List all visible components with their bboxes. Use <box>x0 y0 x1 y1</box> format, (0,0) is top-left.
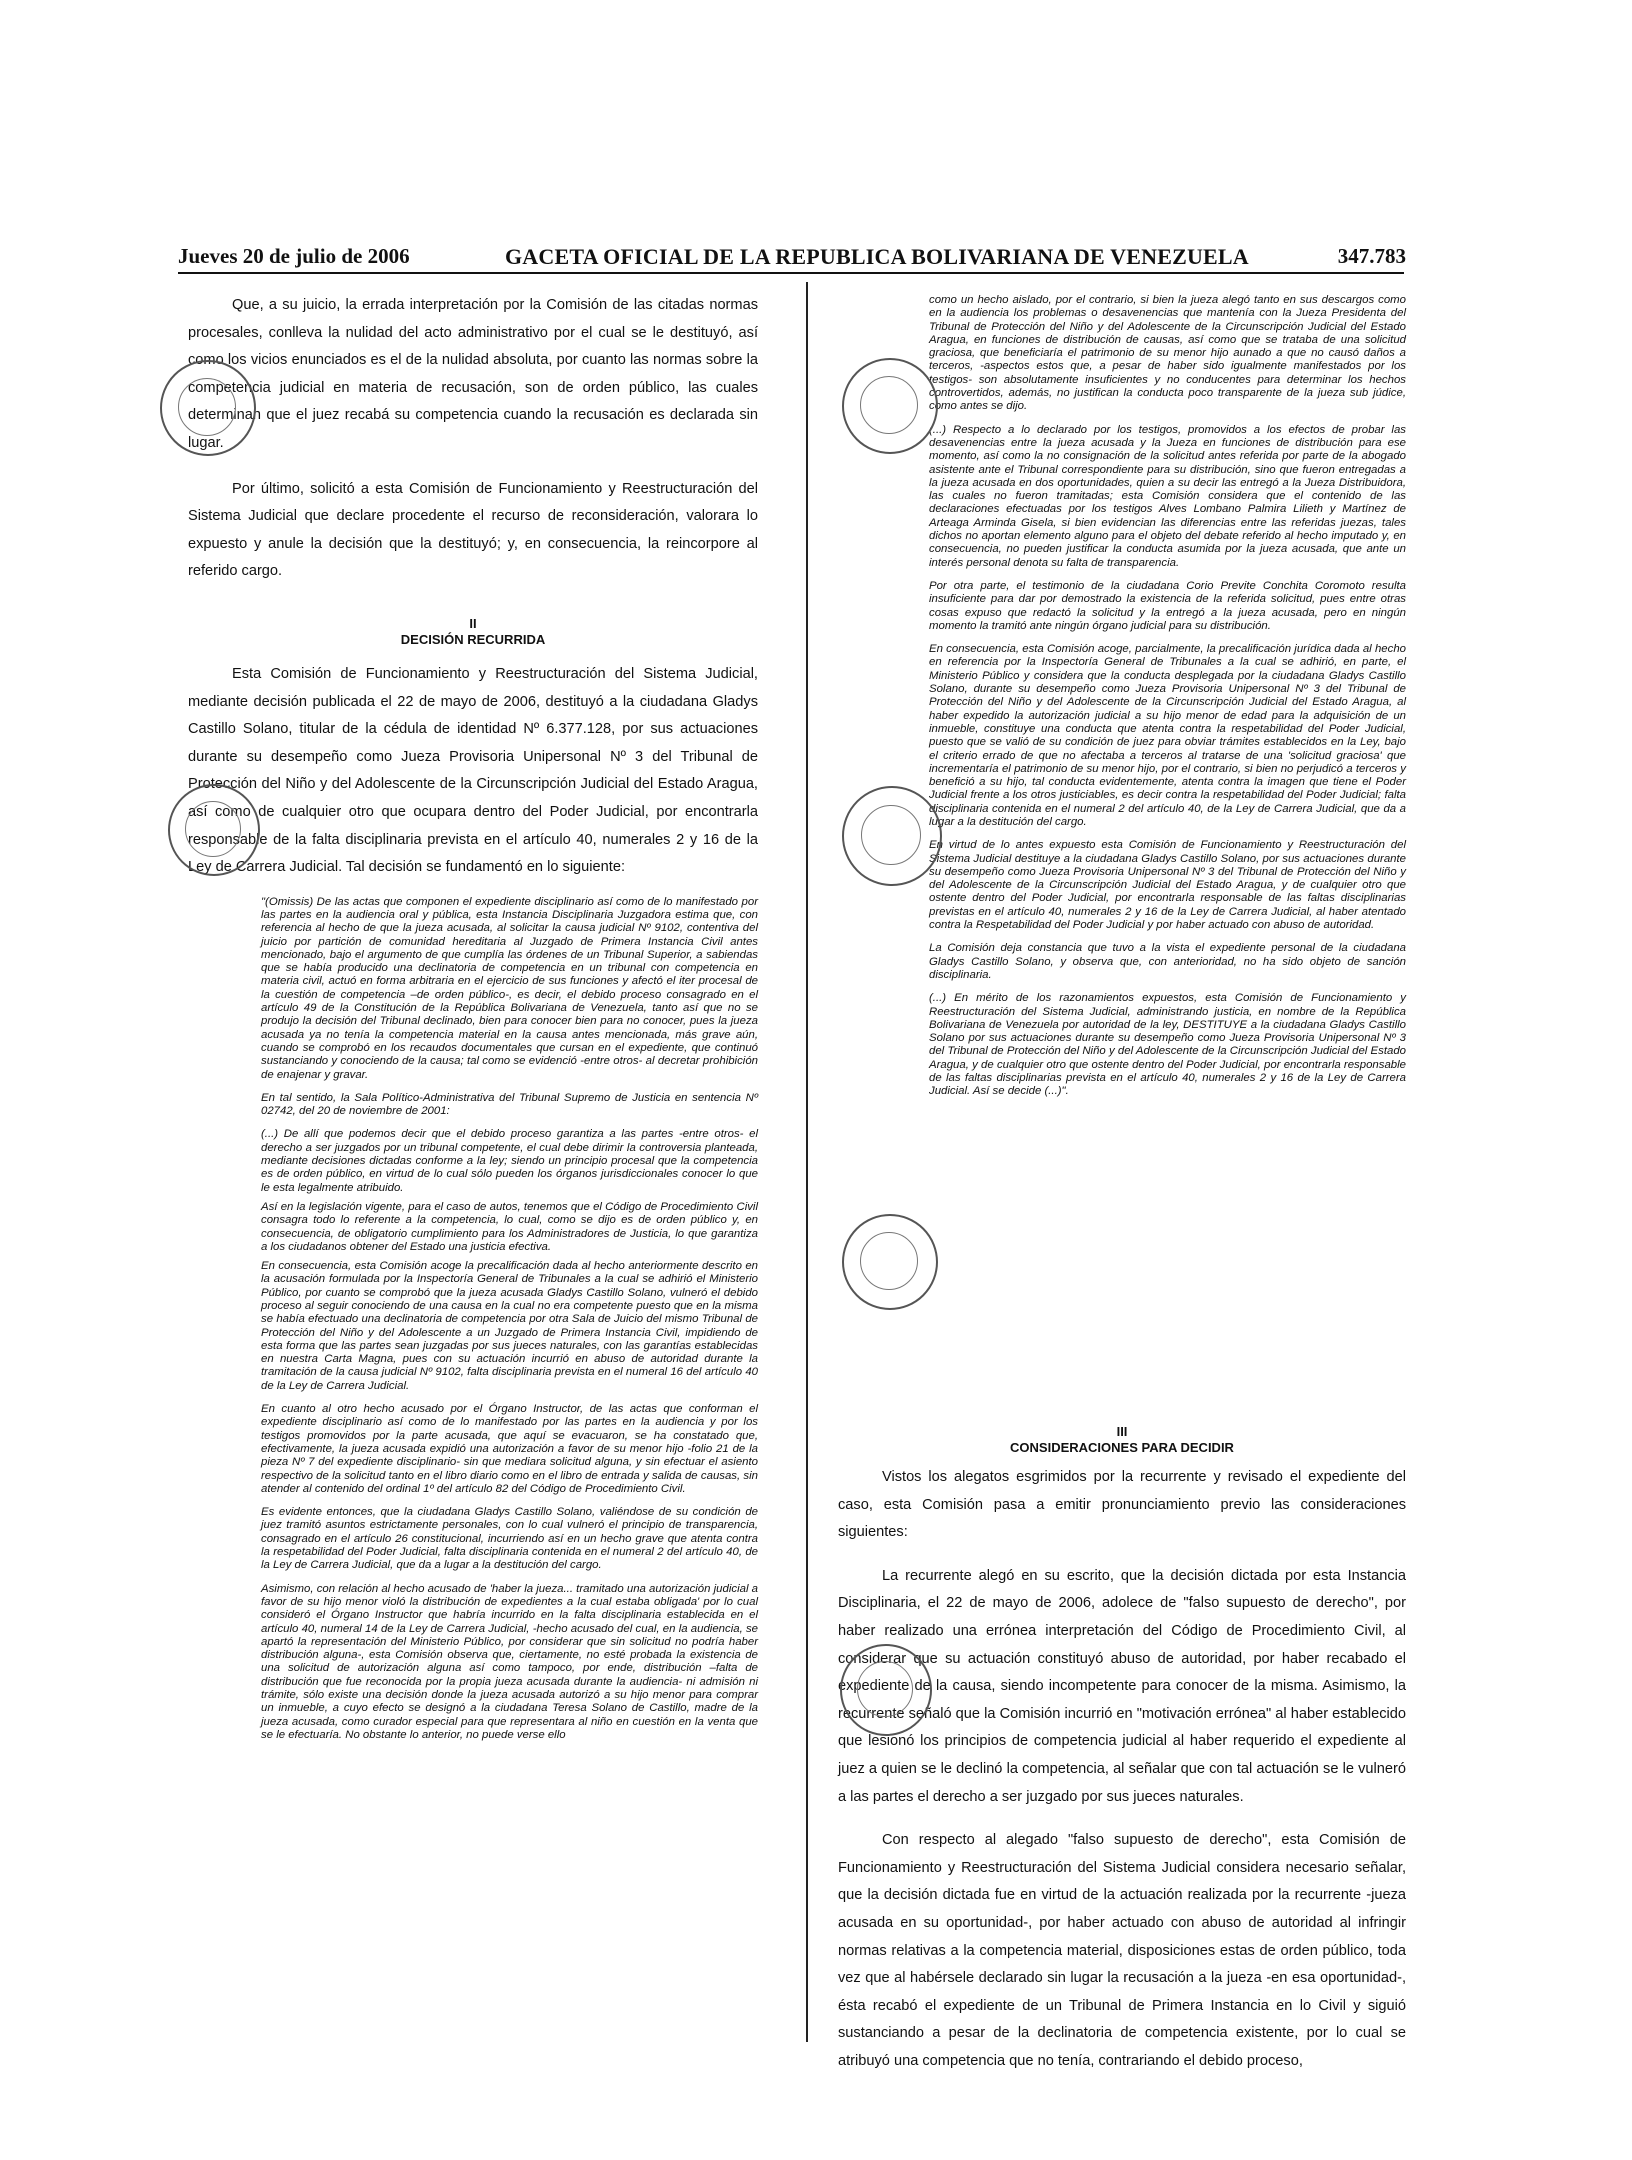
quote-constancia: La Comisión deja constancia que tuvo a la vista el expediente personal de la ciudadana Gladys Castillo Solano, y observa que, con anterioridad, no ha sido objeto de sanción disciplinaria. <box>929 942 1406 981</box>
seal-stamp <box>842 786 942 886</box>
quote-destituye: En virtud de lo antes expuesto esta Comisión de Funcionamiento y Reestructuración del Sistema Judicial destituye a la ciudadana Gladys Castillo Solano, por sus actuaciones durante su desempeño como Jueza Provisoria Unipersonal Nº 3 del Tribunal de Protección del Niño y del Adolescente de la Circunscripción Judicial del Estado Aragua, y de cualquier otro que ostente dentro del Poder Judicial, por encontrarla responsable de las faltas disciplinarias previstas en el artículo 40, numerales 2 y 16 de la Ley de Carrera Judicial, al haber atentado contra la Respetabilidad del Poder Judicial y por haber actuado con abuso de autoridad. <box>929 839 1406 932</box>
section-number-ii: II <box>469 615 477 631</box>
seal-stamp <box>840 1644 932 1736</box>
page-number: 347.783 <box>1337 244 1406 268</box>
paragraph-nullity: Que, a su juicio, la errada interpretación por la Comisión de las citadas normas procesales, conlleva la nulidad del acto administrativo por el cual se le destituyó, así como los vicios enunciados es el de la nulidad absoluta, por cuanto las normas sobre la competencia judicial en materia de recusación, son de orden público, las cuales determinan que el juez recabá su competencia cuando la recusación es declarada sin lugar. <box>188 297 758 451</box>
quote-consecuencia: En consecuencia, esta Comisión acoge la precalificación dada al hecho anteriormente descrito en la acusación formulada por la Inspectoría General de Tribunales a la cual se adhirió el Ministerio Público, por cuanto se comprobó que la jueza acusada Gladys Castillo Solano, vulneró el debido proceso al seguir conociendo de una causa en la cual no era competente puesto que en la misma se había efectuado una declinatoria de competencia por otra Sala de Juicio del mismo Tribunal de Protección del Niño y del Adolescente a un Juzgado de Primera Instancia Civil, impidiendo de esta forma que las partes sean juzgadas por sus jueces naturales, con las garantías establecidas en nuestra Carta Magna, pues con su actuación incurrió en abuso de autoridad durante la tramitación de la causa judicial Nº 9102, falta disciplinaria prevista en el numeral 16 del artículo 40 de la Ley de Carrera Judicial. <box>261 1260 758 1392</box>
quote-evidente: Es evidente entonces, que la ciudadana Gladys Castillo Solano, valiéndose de su condición de juez tramitó asuntos estrictamente personales, con lo cual vulneró el principio de transparencia, consagrado en el artículo 26 constitucional, incurriendo así en un hecho grave que atenta contra la respetabilidad del Poder Judicial, falta disciplinaria contenida en el numeral 2 del artículo 40, de la Ley de Carrera Judicial, que da a lugar a la destitución del cargo. <box>261 1506 758 1572</box>
paragraph-vistos: Vistos los alegatos esgrimidos por la recurrente y revisado el expediente del caso, esta Comisión pasa a emitir pronunciamiento previo las consideraciones siguientes: <box>838 1469 1406 1541</box>
page-header <box>178 244 1406 274</box>
quote-asimismo: Asimismo, con relación al hecho acusado de 'haber la jueza... tramitado una autorización judicial a favor de su hijo menor violó la distribución de expedientes a la cual estaba obligada' por lo cual consideró el Órgano Instructor que habría incurrido en la falta disciplinaria establecida en el artículo 40, numeral 14 de la Ley de Carrera Judicial, -hecho acusado del cual, en la audiencia, se apartó la representación del Ministerio Público, por considerar que sin solicitud no podría haber distribución alguna-, esta Comisión observa que, ciertamente, no esté probada la existencia de una solicitud de autorización alguna así como tampoco, por ende, distribución –falta de distribución que fue reconocida por la propia jueza acusada durante la audiencia- ni admisión ni trámite, sólo existe una decisión donde la jueza acusada autorizó a su hijo menor para comprar un inmueble, a cuyo efecto se designó a la ciudadana Teresa Solano de Castillo, madre de la jueza acusada, como curador especial para que representara al niño en cuestión en la venta que se le efectuaría. No obstante lo anterior, no puede verse ello <box>261 1582 758 1741</box>
quote-testigos: (...) Respecto a lo declarado por los testigos, promovidos a los efectos de probar las desavenencias entre la jueza acusada y la Jueza en funciones de distribución para ese momento, así como la no consignación de la solicitud antes referida por parte de la abogado asistente ante el Tribunal correspondiente para su distribución, sino que fueron entregadas a la jueza acusada en dos oportunidades, quien a su decir las entregó a la Jueza Distribuidora, las cuales no fueron tramitadas; esta Comisión considera que el contenido de las declaraciones efectuadas por los testigos Alves Lombano Palmira Lilieth y Martínez de Arteaga Arminda Gisela, si bien evidencian las diferencias entre las referidas juezas, tales dichos no aportan elemento alguno para el objeto del debate referido al hecho imputado y, en consecuencia, no pueden justificar la conducta asumida por la jueza acusada, que ante un interés personal denota su falta de transparencia. <box>929 423 1406 569</box>
left-column <box>188 292 758 1742</box>
header-rule <box>178 272 1404 274</box>
right-column-considerations <box>838 1424 1406 2075</box>
seal-stamp <box>160 360 256 456</box>
section-title-considerations: CONSIDERACIONES PARA DECIDIR <box>1010 1440 1234 1455</box>
seal-stamp <box>168 784 260 876</box>
paragraph-request: Por último, solicitó a esta Comisión de Funcionamiento y Reestructuración del Sistema Judicial que declare procedente el recurso de reconsideración, valorara lo expuesto y anule la decisión que la destituyó; y, en consecuencia, la reincorpore al referido cargo. <box>188 480 758 580</box>
quote-debido-proceso: (...) De allí que podemos decir que el debido proceso garantiza a las partes -entre otros- el derecho a ser juzgados por un tribunal competente, el cual debe dirimir la controversia planteada, mediante decisiones dictadas conforme a la ley; siendo un principio procesal que la competencia es de orden público, en virtud de lo cual sólo pueden los órganos jurisdiccionales conocer lo que le esta legalmente atribuido. <box>261 1128 758 1194</box>
seal-stamp <box>842 1214 938 1310</box>
paragraph-decision: Esta Comisión de Funcionamiento y Reestructuración del Sistema Judicial, mediante decisión publicada el 22 de mayo de 2006, destituyó a la ciudadana Gladys Castillo Solano, titular de la cédula de identidad Nº 6.377.128, por sus actuaciones durante su desempeño como Jueza Provisoria Unipersonal Nº 3 del Tribunal de Protección del Niño y del Adolescente de la Circunscripción Judicial del Estado Aragua, así como de cualquier otro que ocupara dentro del Poder Judicial, por encontrarla responsable de la falta disciplinaria prevista en el artículo 40, numerales 2 y 16 de la Ley de Carrera Judicial. Tal decisión se fundamentó en lo siguiente: <box>188 665 758 876</box>
header-date: Jueves 20 de julio de 2006 <box>178 244 410 268</box>
section-title-decision: DECISIÓN RECURRIDA <box>400 631 546 647</box>
gazette-title: GACETA OFICIAL DE LA REPUBLICA BOLIVARIANA DE VENEZUELA <box>505 244 1249 269</box>
quote-otro-hecho: En cuanto al otro hecho acusado por el Órgano Instructor, de las actas que conforman el expediente disciplinario así como de lo manifestado por las partes en la audiencia y por los testigos promovidos por la parte acusada, que aquí se evacuaron, se ha constatado que, efectivamente, la jueza acusada expidió una autorización a favor de su menor hijo -folio 21 de la pieza Nº 7 del expediente disciplinario- sin que mediara solicitud alguna, y sin efectuar el asiento respectivo de la solicitud tanto en el libro diario como en el libro de entrada y salida de causas, sin atender al contenido del ordinal 1º del artículo 82 del Código de Procedimiento Civil. <box>261 1403 758 1495</box>
paragraph-recurrente: La recurrente alegó en su escrito, que la decisión dictada por esta Instancia Disciplinaria, el 22 de mayo de 2006, adolece de "falso supuesto de derecho", por haber realizado una errónea interpretación del Código de Procedimiento Civil, al considerar que su actuación constituyó abuso de autoridad, por haber recabado el expediente de la causa, siendo incompetente para conocer de la misma. Asimismo, la recurrente señaló que la Comisión incurrió en "motivación errónea" al haber establecido que lesionó los principios de competencia judicial al haber requerido el expediente al juez a quien se le declinó la competencia, al señalar que con tal actuación se le vulneró a las partes el derecho a ser juzgado por sus jueces naturales. <box>838 1567 1406 1805</box>
quote-sala: En tal sentido, la Sala Político-Administrativa del Tribunal Supremo de Justicia en sentencia Nº 02742, del 20 de noviembre de 2001: <box>261 1091 758 1118</box>
quote-hecho-aislado: como un hecho aislado, por el contrario, si bien la jueza alegó tanto en sus descargos como en la audiencia los problemas o desavenencias que mantenía con la Jueza Presidenta del Tribunal de Protección del Niño y del Adolescente de la Circunscripción Judicial del Estado Aragua, en funciones de distribución de causas, así como que se trataba de una solicitud graciosa, que beneficiaría el patrimonio de su menor hijo aunado a que no causó daños a terceros, -aspectos estos que, a pesar de haber sido igualmente manifestados por los testigos- son absolutamente insuficientes y no conducentes para determinar los hechos controvertidos, además, no justifican la conducta poco transparente de la jueza sub júdice, como antes se dijo. <box>929 294 1406 413</box>
quote-legislacion: Así en la legislación vigente, para el caso de autos, tenemos que el Código de Procedimiento Civil consagra todo lo referente a la competencia, lo cual, como se dijo es de orden público y, en consecuencia, de obligatorio cumplimiento para los Administradores de Justicia, lo que garantiza a los ciudadanos obtener del Estado una justicia efectiva. <box>261 1200 758 1253</box>
paragraph-falso-supuesto: Con respecto al alegado "falso supuesto de derecho", esta Comisión de Funcionamiento y Reestructuración del Sistema Judicial considera necesario señalar, que la decisión dictada fue en virtud de la actuación realizada por la recurrente -jueza acusada en su oportunidad-, por haber actuado con abuso de autoridad al infringir normas relativas a la competencia material, disposiciones estas de orden público, toda vez que al habérsele declarado sin lugar la recusación a la jueza -en esa oportunidad-, ésta recabó el expediente de un Tribunal de Primera Instancia en lo Civil y siguió sustanciando a pesar de la declinatoria de competencia existente, por lo cual se atribuyó una competencia que no tenía, contrariando el debido proceso, <box>838 1832 1406 2069</box>
column-divider <box>806 282 808 2042</box>
section-number-iii: III <box>1116 1424 1128 1439</box>
seal-stamp <box>842 358 938 454</box>
quote-omissis: "(Omissis) De las actas que componen el expediente disciplinario así como de lo manifestado por las partes en la audiencia oral y pública, esta Instancia Disciplinaria Juzgadora estima que, con referencia al hecho de que la jueza acusada, al solicitar la causa judicial Nº 9102, contentiva del juicio por partición de comunidad hereditaria al Juzgado de Primera Instancia Civil antes mencionado, bajo el argumento de que cumplía las órdenes de un Tribunal Superior, a sabiendas que se había producido una declinatoria de competencia en un tribunal con competencia en materia civil, actuó en forma arbitraria en el ejercicio de sus funciones y afectó el iter procesal de la cuestión de competencia –de orden público-, es decir, el debido proceso consagrado en el artículo 49 de la Constitución de la República Bolivariana de Venezuela, tanto así que no se produjo la decisión del Tribunal declinado, bien para conocer bien para no conocer, pues la jueza acusada ya no tenía la competencia material en la causa antes mencionada, más grave aún, cuando se comprobó en los recaudos documentales que cursan en el expediente, que continuó sustanciando y conociendo de la causa; tal como se evidenció -entre otros- al decretar prohibición de enajenar y gravar. <box>261 895 758 1081</box>
quote-acoge: En consecuencia, esta Comisión acoge, parcialmente, la precalificación jurídica dada al hecho en referencia por la Inspectoría General de Tribunales a la cual se adhirió, en parte, el Ministerio Público y considera que la conducta desplegada por la ciudadana Gladys Castillo Solano, durante su desempeño como Jueza Provisoria Unipersonal Nº 3 del Tribunal de Protección del Niño y del Adolescente de la Circunscripción Judicial del Estado Aragua, al haber expedido la autorización judicial a su hijo menor de edad para la adquisición de un inmueble, constituye una conducta que atenta contra la respetabilidad del Poder Judicial, puesto que se valió de su condición de juez para obviar trámites establecidos en la Ley, bajo el criterio errado de que no afectaba a terceros al tratarse de una 'solicitud graciosa' que incrementaría el patrimonio de su menor hijo, por el contrario, si bien no perjudicó a terceros y benefició a su hijo, tal conducta evidentemente, atenta contra la imagen que tiene el Poder Judicial frente a los otros justiciables, es decir contra la respetabilidad del Poder Judicial; falta disciplinaria contenida en el numeral 2 del artículo 40, de la Ley de Carrera Judicial, que da a lugar a la destitución del cargo. <box>929 643 1406 828</box>
quote-testimonio: Por otra parte, el testimonio de la ciudadana Corio Previte Conchita Coromoto resulta insuficiente para dar por demostrado la existencia de la referida solicitud, pues entre otras cosas expuso que redactó la solicitud y la entregó a la jueza acusada, pero en ningún momento la tramitó ante ningún órgano judicial para su distribución. <box>929 579 1406 632</box>
quote-merito: (...) En mérito de los razonamientos expuestos, esta Comisión de Funcionamiento y Reestructuración del Sistema Judicial, administrando justicia, en nombre de la República Bolivariana de Venezuela por autoridad de la ley, DESTITUYE a la ciudadana Gladys Castillo Solano por sus actuaciones durante su desempeño como Jueza Provisoria Unipersonal Nº 3 del Tribunal de Protección del Niño y del Adolescente de la Circunscripción Judicial del Estado Aragua, y de cualquier otro que ostente dentro del Poder Judicial, por encontrarla responsable de las faltas disciplinarias prevista en el artículo 40, numerales 2 y 16 de la Ley de Carrera Judicial. Así se decide (...)". <box>929 992 1406 1098</box>
